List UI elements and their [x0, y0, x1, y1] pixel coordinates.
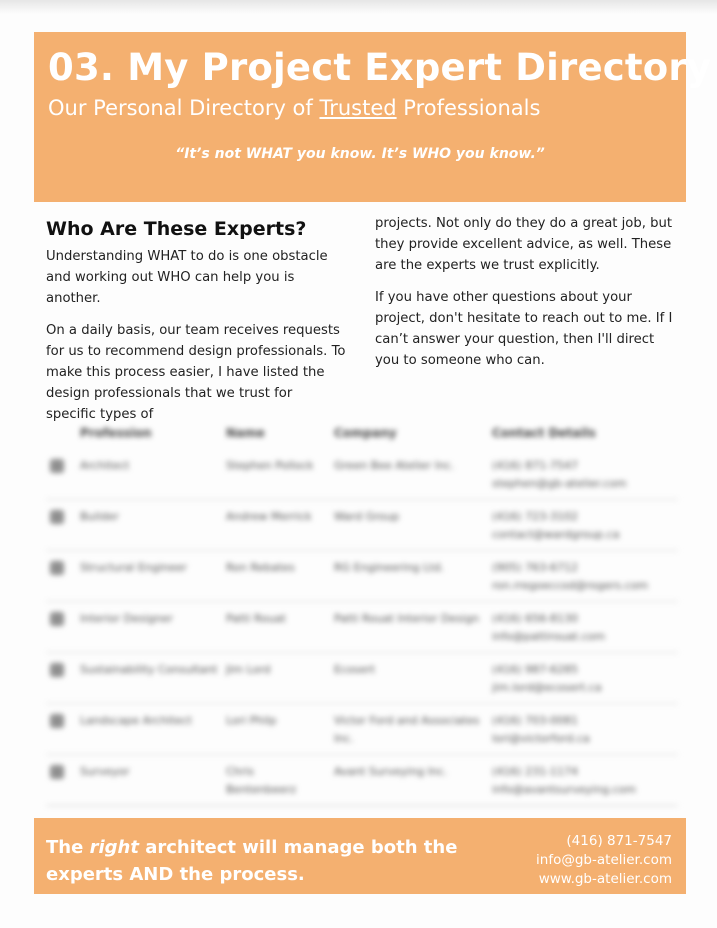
row-checkbox-cell — [46, 449, 76, 500]
subtitle-text-end: Professionals — [396, 96, 541, 120]
row-checkbox-cell — [46, 653, 76, 704]
cell-profession: Sustainability Consultant — [76, 653, 222, 704]
cell-company: Ecosert — [330, 653, 488, 704]
contact-phone: (416) 703-0081 — [492, 714, 579, 727]
column-header-name: Name — [226, 426, 265, 440]
contact-email[interactable]: lori@victorford.ca — [492, 732, 590, 745]
contact-phone: (416) 871-7547 — [492, 459, 579, 472]
footer-slogan — [46, 834, 466, 888]
cell-company: RG Engineering Ltd. — [330, 551, 488, 602]
directory-table — [46, 420, 678, 806]
table-row — [46, 602, 678, 653]
checkbox-icon[interactable] — [50, 663, 64, 677]
cell-company: Ward Group — [330, 500, 488, 551]
intro-paragraph: Understanding WHAT to do is one obstacle and working out WHO can help you is another. — [46, 249, 328, 306]
page-subtitle — [48, 96, 540, 120]
table-body — [46, 449, 678, 806]
contact-email[interactable]: ron.rregoeccod@rogers.com — [492, 579, 649, 592]
page-title: 03. My Project Expert Directory — [48, 46, 712, 89]
footer-phone: (416) 871-7547 — [566, 833, 672, 849]
contact-phone: (416) 656-8130 — [492, 612, 579, 625]
contact-email[interactable]: jim.lord@ecosert.ca — [492, 681, 602, 694]
footer-email-link[interactable]: info@gb-atelier.com — [536, 852, 672, 868]
table-row — [46, 653, 678, 704]
intro-paragraph: projects. Not only do they do a great job, but they provide excellent advice, as well. These are the experts we trust explicitly. — [375, 216, 673, 273]
contact-phone: (416) 723-3102 — [492, 510, 579, 523]
expert-directory-table — [46, 420, 678, 806]
cell-profession: Builder — [76, 500, 222, 551]
table-row — [46, 704, 678, 755]
cell-company: Avant Surveying Inc. — [330, 755, 488, 806]
cell-name: Chris Bentenbeerz — [222, 755, 330, 806]
footer-website-link[interactable]: www.gb-atelier.com — [538, 871, 672, 887]
slogan-emphasis: right — [89, 837, 139, 858]
cell-name: Jim Lord — [222, 653, 330, 704]
slogan-text: The — [46, 837, 90, 858]
cell-profession: Surveyor — [76, 755, 222, 806]
footer-contact-info — [536, 832, 672, 889]
table-row — [46, 551, 678, 602]
cell-name: Lori Philp — [222, 704, 330, 755]
contact-phone: (905) 763-6712 — [492, 561, 579, 574]
column-header-contact: Contact Details — [492, 426, 596, 440]
cell-company: Green Bee Atelier Inc. — [330, 449, 488, 500]
cell-contact — [488, 653, 678, 704]
slogan-text-end: architect will manage both the experts AND the process. — [46, 837, 458, 885]
table-row — [46, 755, 678, 806]
cell-name: Patti Rouat — [222, 602, 330, 653]
cell-profession: Structural Engineer — [76, 551, 222, 602]
column-header-profession: Profession — [80, 426, 152, 440]
contact-email[interactable]: info@avantsurveying.com — [492, 783, 636, 796]
row-checkbox-cell — [46, 704, 76, 755]
checkbox-icon[interactable] — [50, 459, 64, 473]
cell-name: Andrew Merrick — [222, 500, 330, 551]
contact-email[interactable]: info@pattirouat.com — [492, 630, 606, 643]
section-heading: Who Are These Experts? — [46, 218, 307, 240]
checkbox-icon[interactable] — [50, 510, 64, 524]
cell-profession: Landscape Architect — [76, 704, 222, 755]
intro-right-column — [375, 213, 675, 382]
subtitle-text: Our Personal Directory of — [48, 96, 320, 120]
checkbox-icon[interactable] — [50, 612, 64, 626]
header-quote: “It’s not WHAT you know. It’s WHO you know.” — [175, 146, 545, 162]
cell-contact — [488, 602, 678, 653]
cell-contact — [488, 500, 678, 551]
cell-profession: Interior Designer — [76, 602, 222, 653]
cell-contact — [488, 551, 678, 602]
cell-name: Ron Rebates — [222, 551, 330, 602]
cell-profession: Architect — [76, 449, 222, 500]
cell-name: Stephen Pollock — [222, 449, 330, 500]
table-row — [46, 500, 678, 551]
row-checkbox-cell — [46, 500, 76, 551]
contact-phone: (416) 231-1174 — [492, 765, 579, 778]
cell-contact — [488, 704, 678, 755]
intro-paragraph: On a daily basis, our team receives requests for us to recommend design professionals. To make this process easier, I have listed the design professionals that we trust for specific types of — [46, 323, 346, 422]
row-checkbox-cell — [46, 602, 76, 653]
cell-contact — [488, 449, 678, 500]
intro-left-column — [46, 216, 346, 436]
header-banner — [34, 32, 712, 202]
cell-contact — [488, 755, 678, 806]
column-header-company: Company — [334, 426, 397, 440]
checkbox-icon[interactable] — [50, 765, 64, 779]
table-header-row — [46, 420, 678, 449]
intro-paragraph: If you have other questions about your project, don't hesitate to reach out to me. If I can’t answer your question, then I'll direct you to someone who can. — [375, 290, 673, 368]
row-checkbox-cell — [46, 755, 76, 806]
contact-email[interactable]: contact@wardgroup.ca — [492, 528, 620, 541]
top-shadow — [0, 0, 717, 14]
table-header-spacer — [46, 420, 76, 449]
cell-company: Patti Rouat Interior Design — [330, 602, 488, 653]
subtitle-underlined-word: Trusted — [319, 96, 397, 120]
checkbox-icon[interactable] — [50, 714, 64, 728]
table-row — [46, 449, 678, 500]
checkbox-icon[interactable] — [50, 561, 64, 575]
row-checkbox-cell — [46, 551, 76, 602]
contact-phone: (416) 987-6285 — [492, 663, 579, 676]
contact-email[interactable]: stephen@gb-atelier.com — [492, 477, 627, 490]
footer-banner — [34, 818, 686, 894]
cell-company: Victor Ford and Associates Inc. — [330, 704, 488, 755]
